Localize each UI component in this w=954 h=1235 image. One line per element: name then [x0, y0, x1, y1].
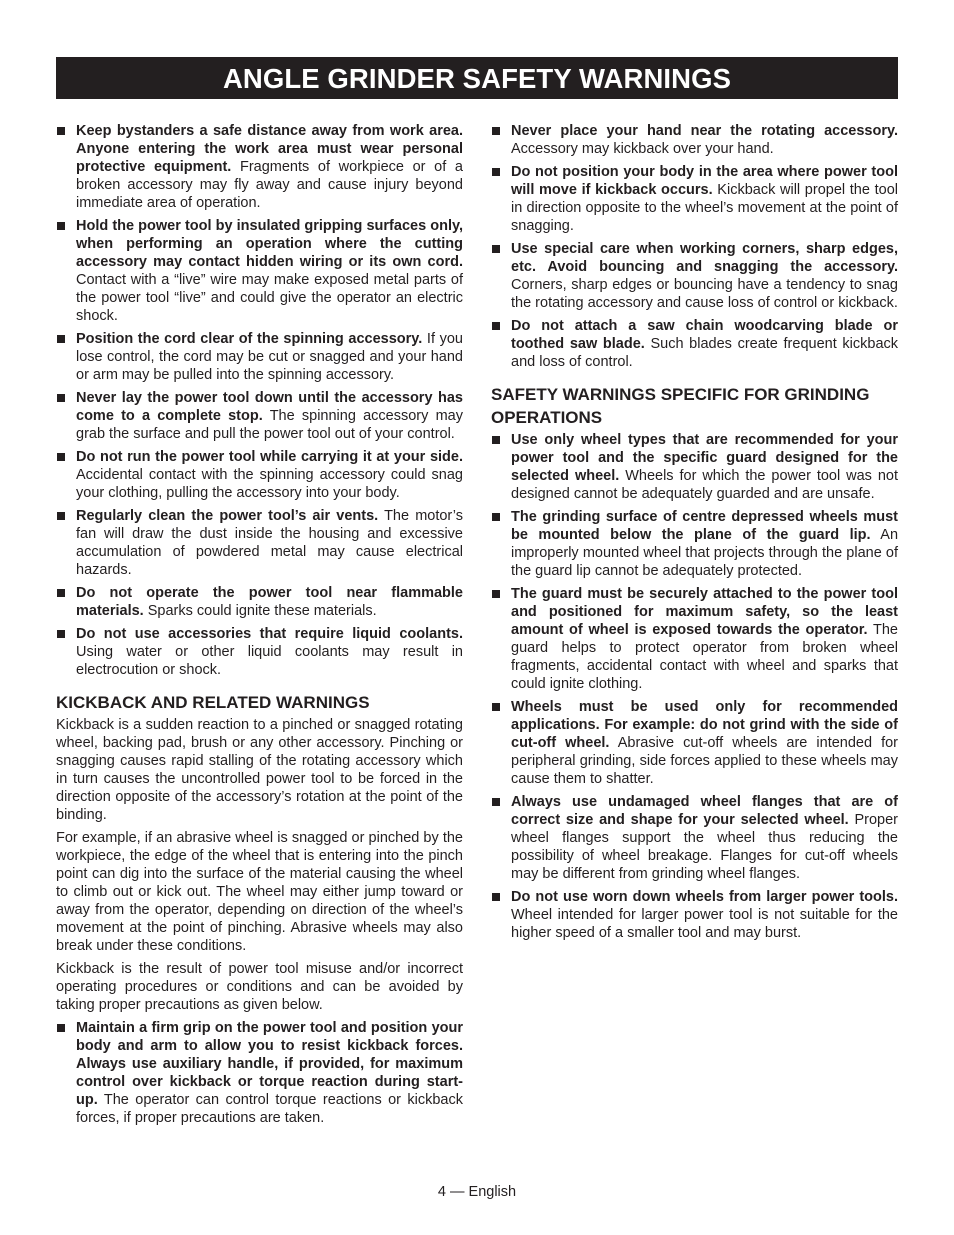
warning-bold: Maintain a firm grip on the power tool and position your body and arm to allow you to resist kickback forces. Always use auxiliary handle, if provided, for maximum control over kickback or torque reaction during start-up. [76, 1020, 463, 1108]
right-column [491, 122, 898, 947]
warning-text: Such blades create frequent kickback and loss of control. [511, 336, 899, 370]
warning-bold: Use special care when working corners, sharp edges, etc. Avoid bouncing and snagging the accessory. [511, 241, 898, 275]
bullet-icon [57, 589, 65, 597]
list-item [56, 122, 463, 212]
warning-text: Abrasive cut-off wheels are intended for peripheral grinding, side forces applied to these wheels may cause them to shatter. [511, 735, 899, 787]
left-column [56, 122, 463, 1132]
page-footer: 4 — English [437, 1184, 517, 1200]
list-item [491, 585, 898, 693]
bullet-icon [57, 453, 65, 461]
warning-bold: Use only wheel types that are recommended for your power tool and the specific guard designed for the selected wheel. [511, 432, 898, 484]
list-item [491, 793, 898, 883]
bullet-icon [492, 893, 500, 901]
bullet-icon [492, 436, 500, 444]
warning-text: Proper wheel flanges support the wheel thus reducing the possibility of wheel breakage. Flanges for cut-off wheels may be different from grinding wheel flanges. [511, 812, 898, 882]
warning-text: Wheels for which the power tool was not designed cannot be adequately guarded and are unsafe. [511, 468, 898, 502]
list-item [491, 163, 898, 235]
list-item [491, 698, 898, 788]
bullet-icon [57, 1024, 65, 1032]
warning-text: The motor’s fan will draw the dust inside the housing and excessive accumulation of powdered metal may cause electrical hazards. [76, 508, 464, 578]
warning-text: Accessory may kickback over your hand. [511, 141, 774, 157]
list-item [491, 431, 898, 503]
warning-bold: Hold the power tool by insulated gripping surfaces only, when performing an operation where the cutting accessory may contact hidden wiring or its own cord. [76, 218, 463, 270]
bullet-icon [57, 222, 65, 230]
warning-text: Using water or other liquid coolants may result in electrocution or shock. [76, 644, 463, 678]
bullet-icon [57, 394, 65, 402]
warning-bold: Keep bystanders a safe distance away from work area. Anyone entering the work area must wear personal protective equipment. [76, 123, 463, 175]
warning-text: Wheel intended for larger power tool is not suitable for the higher speed of a smaller tool and may burst. [511, 907, 898, 941]
paragraph: Kickback is a sudden reaction to a pinched or snagged rotating wheel, backing pad, brush or any other accessory. Pinching or snagging causes rapid stalling of the rotating accessory which in turn causes the uncontrolled power tool to be forced in the direction opposite of the accessory’s rotation at the point of the binding. [56, 717, 463, 823]
list-item [56, 389, 463, 443]
warning-bold: Always use undamaged wheel flanges that are of correct size and shape for your selected wheel. [511, 794, 898, 828]
bullet-icon [57, 630, 65, 638]
warning-text: The guard helps to protect operator from broken wheel fragments, accidental contact with wheel and sparks that could ignite clothing. [511, 622, 898, 692]
list-item [56, 584, 463, 620]
warning-bold: Regularly clean the power tool’s air vents. [76, 508, 379, 524]
warning-bold: Do not position your body in the area where power tool will move if kickback occurs. [511, 164, 898, 198]
list-item [56, 625, 463, 679]
bullet-icon [492, 798, 500, 806]
warning-text: The operator can control torque reactions or kickback forces, if proper precautions are taken. [76, 1092, 463, 1126]
bullet-icon [57, 512, 65, 520]
paragraph: For example, if an abrasive wheel is snagged or pinched by the workpiece, the edge of the wheel that is entering into the pinch point can dig into the surface of the material causing the wheel to climb out or kick out. The wheel may either jump toward or away from the operator, depending on direction of the wheel’s movement at the point of pinching. Abrasive wheels may also break under these conditions. [56, 830, 463, 954]
list-item [56, 448, 463, 502]
list-item [56, 330, 463, 384]
warning-text: Accidental contact with the spinning accessory could snag your clothing, pulling the accessory into your body. [76, 467, 463, 501]
bullet-icon [57, 335, 65, 343]
list-item [491, 888, 898, 942]
bullet-icon [492, 127, 500, 135]
section-heading-kickback: KICKBACK AND RELATED WARNINGS [56, 693, 370, 712]
bullet-icon [492, 245, 500, 253]
warning-text: Kickback will propel the tool in direction opposite to the wheel’s movement at the point of snagging. [511, 182, 898, 234]
warning-bold: Do not run the power tool while carrying it at your side. [76, 449, 463, 465]
list-item [491, 122, 898, 158]
bullet-icon [492, 703, 500, 711]
bullet-icon [492, 590, 500, 598]
warning-text: The spinning accessory may grab the surface and pull the power tool out of your control. [76, 408, 463, 442]
bullet-icon [492, 322, 500, 330]
list-item [491, 240, 898, 312]
warning-text: If you lose control, the cord may be cut or snagged and your hand or arm may be pulled into the spinning accessory. [76, 331, 463, 383]
warning-text: An improperly mounted wheel that projects through the plane of the guard lip cannot be adequately protected. [511, 527, 899, 579]
list-item [56, 507, 463, 579]
warning-text: Contact with a “live” wire may make exposed metal parts of the power tool “live” and could give the operator an electric shock. [76, 272, 463, 324]
list-item [56, 217, 463, 325]
warning-text: Sparks could ignite these materials. [143, 603, 377, 619]
warning-bold: The guard must be securely attached to the power tool and positioned for maximum safety, so the least amount of wheel is exposed towards the operator. [511, 586, 898, 638]
warning-bold: Do not use worn down wheels from larger power tools. [511, 889, 898, 905]
warning-bold: Do not attach a saw chain woodcarving blade or toothed saw blade. [511, 318, 898, 352]
warning-bold: The grinding surface of centre depressed wheels must be mounted below the plane of the guard lip. [511, 509, 898, 543]
warning-bold: Do not operate the power tool near flammable materials. [76, 585, 463, 619]
warning-bold: Position the cord clear of the spinning accessory. [76, 331, 423, 347]
list-item [56, 1019, 463, 1127]
warning-bold: Never place your hand near the rotating accessory. [511, 123, 898, 139]
bullet-icon [492, 168, 500, 176]
warning-text: Fragments of workpiece or of a broken accessory may fly away and cause injury beyond immediate area of operation. [76, 159, 463, 211]
bullet-icon [57, 127, 65, 135]
section-heading-grinding: SAFETY WARNINGS SPECIFIC FOR GRINDING OPERATIONS [491, 385, 870, 427]
page-title: ANGLE GRINDER SAFETY WARNINGS [56, 57, 898, 99]
paragraph: Kickback is the result of power tool misuse and/or incorrect operating procedures or conditions and can be avoided by taking proper precautions as given below. [56, 961, 463, 1013]
list-item [491, 317, 898, 371]
list-item [491, 508, 898, 580]
warning-bold: Never lay the power tool down until the accessory has come to a complete stop. [76, 390, 463, 424]
warning-bold: Wheels must be used only for recommended applications. For example: do not grind with the side of cut-off wheel. [511, 699, 898, 751]
warning-text: Corners, sharp edges or bouncing have a tendency to snag the rotating accessory and cause loss of control or kickback. [511, 277, 898, 311]
bullet-icon [492, 513, 500, 521]
warning-bold: Do not use accessories that require liquid coolants. [76, 626, 463, 642]
